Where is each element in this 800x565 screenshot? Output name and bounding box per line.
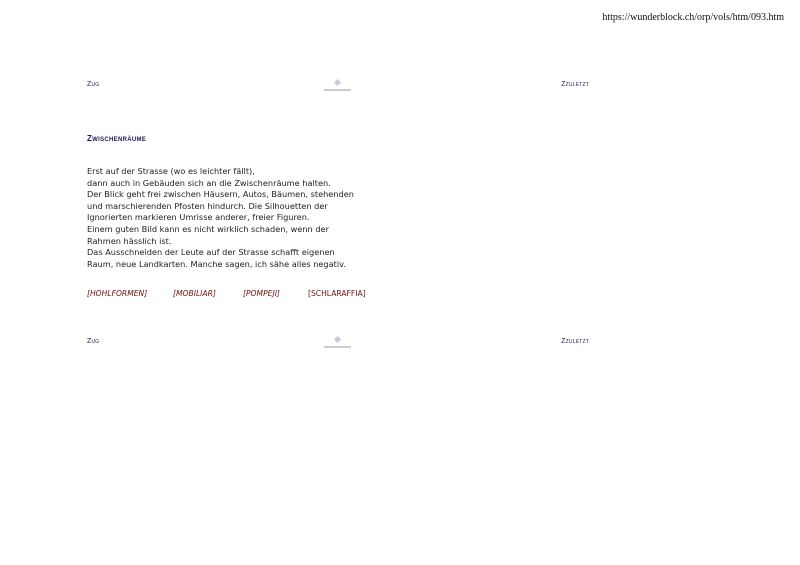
top-navigation <box>87 81 589 93</box>
text-line: Raum, neue Landkarten. Manche sagen, ich sähe alles negativ. <box>87 258 346 269</box>
page-title: Zwischenräume <box>87 134 147 143</box>
diamond-icon <box>334 336 341 343</box>
link-hohlformen[interactable]: [HOHLFORMEN] <box>87 289 148 298</box>
bottom-navigation <box>87 338 589 350</box>
text-line: Einem guten Bild kann es nicht wirklich schaden, wenn der <box>87 223 329 234</box>
nav-home-icon[interactable] <box>324 337 351 349</box>
nav-home-icon[interactable] <box>324 80 351 92</box>
nav-link-zuletzt[interactable]: Zzuletzt <box>561 338 589 345</box>
nav-link-zuletzt[interactable]: Zzuletzt <box>561 81 589 88</box>
link-mobiliar[interactable]: [MOBILIAR] <box>173 289 216 298</box>
text-line: Rahmen hässlich ist. <box>87 235 172 246</box>
text-line: Der Blick geht frei zwischen Häusern, Autos, Bäumen, stehenden <box>87 189 354 200</box>
text-line: Erst auf der Strasse (wo es leichter fällt), <box>87 166 255 176</box>
link-schlaraffia[interactable]: [SCHLARAFFIA] <box>308 289 366 298</box>
bar-icon <box>324 89 351 91</box>
page-url: https://wunderblock.ch/orp/vols/htm/093.htm <box>602 12 784 23</box>
article-body <box>87 166 387 270</box>
text-line: Ignorierten markieren Umrisse anderer, freier Figuren. <box>87 212 310 223</box>
text-line: und marschierenden Pfosten hindurch. Die Silhouetten der <box>87 200 328 211</box>
nav-link-zug[interactable]: Zug <box>87 338 100 345</box>
link-pompeji[interactable]: [POMPEJI] <box>243 289 280 298</box>
text-line: dann auch in Gebäuden sich an die Zwischenräume halten. <box>87 177 331 188</box>
text-line: Das Ausschneiden der Leute auf der Strasse schafft eigenen <box>87 247 335 258</box>
bar-icon <box>324 346 351 348</box>
nav-link-zug[interactable]: Zug <box>87 81 100 88</box>
diamond-icon <box>334 79 341 86</box>
